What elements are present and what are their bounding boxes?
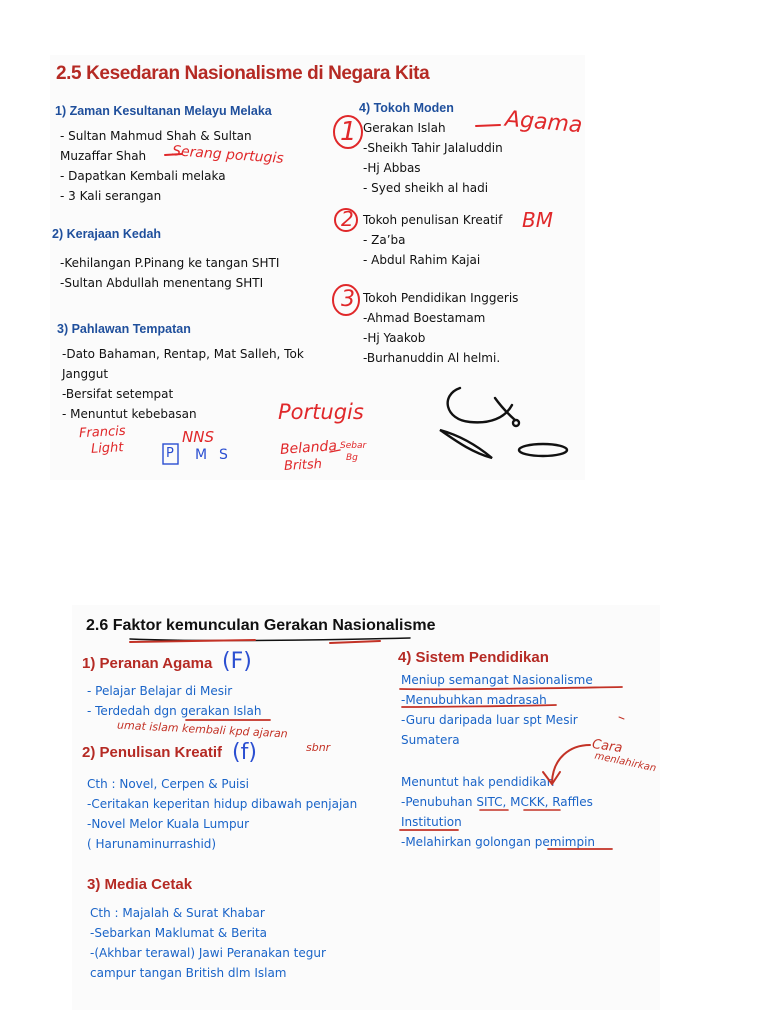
handwritten-note-nns: NNS [182, 428, 214, 446]
handwritten-note-cara: Cara [591, 736, 624, 757]
list-line: Tokoh penulisan Kreatif [363, 213, 503, 227]
list-line: -Sheikh Tahir Jalaluddin [363, 141, 503, 155]
list-line: -Burhanuddin Al helmi. [363, 351, 501, 365]
list-line: Menuntut hak pendidikan [401, 775, 555, 789]
list-zaman-kesultanan [60, 126, 252, 206]
list-line: -Bersifat setempat [62, 387, 174, 401]
list-line: - Terdedah dgn gerakan Islah [87, 704, 262, 718]
section-title-2-6: 2.6 Faktor kemunculan Gerakan Nasionalisme [86, 617, 436, 634]
circled-number-3: 3 [341, 287, 355, 312]
list-line: campur tangan British dlm Islam [90, 966, 287, 980]
list-line: -Sebarkan Maklumat & Berita [90, 926, 268, 940]
heading-sistem-pendidikan: 4) Sistem Pendidikan [398, 649, 549, 666]
list-line: Meniup semangat Nasionalisme [401, 673, 593, 687]
list-line: Cth : Novel, Cerpen & Puisi [87, 777, 249, 791]
list-line: - Sultan Mahmud Shah & Sultan [60, 129, 252, 143]
handwritten-note-umat-islam: umat islam kembali kpd ajaran [116, 718, 289, 741]
list-pahlawan-tempatan [62, 344, 304, 424]
handwritten-letter-m: M [195, 447, 208, 463]
list-line: -(Akhbar terawal) Jawi Peranakan tegur [90, 946, 326, 960]
list-kerajaan-kedah [60, 253, 279, 293]
list-line: ( Harunaminurrashid) [87, 837, 217, 851]
list-line: -Kehilangan P.Pinang ke tangan SHTI [60, 256, 280, 270]
list-line: - Syed sheikh al hadi [363, 181, 489, 195]
handwritten-note-british: Britsh [283, 457, 323, 474]
heading-zaman-kesultanan: 1) Zaman Kesultanan Melayu Melaka [55, 104, 272, 118]
list-line: -Guru daripada luar spt Mesir [401, 713, 578, 727]
list-line: - 3 Kali serangan [60, 189, 162, 203]
handwritten-note-francis: Francis [78, 423, 126, 442]
list-sistem-pendidikan [401, 670, 593, 750]
list-line: Sumatera [401, 733, 460, 747]
handwritten-note-portugis: Portugis [278, 400, 364, 424]
list-line: -Sultan Abdullah menentang SHTI [60, 276, 264, 290]
list-pendidikan-inggeris [363, 288, 518, 368]
list-line: Cth : Majalah & Surat Khabar [90, 906, 265, 920]
list-line: -Menubuhkan madrasah [401, 693, 547, 707]
list-line: -Hj Abbas [363, 161, 421, 175]
handwritten-note-agama: Agama [504, 106, 584, 139]
list-line: -Dato Bahaman, Rentap, Mat Salleh, Tok [62, 347, 304, 361]
handwritten-note-bm: BM [522, 208, 553, 232]
list-line: -Novel Melor Kuala Lumpur [87, 817, 250, 831]
list-line: -Melahirkan golongan pemimpin [401, 835, 596, 849]
list-line: Tokoh Pendidikan Inggeris [363, 291, 519, 305]
list-line: -Ahmad Boestamam [363, 311, 486, 325]
list-penulisan-kreatif [363, 210, 502, 270]
list-penulisan-kreatif-2 [87, 774, 357, 854]
heading-media-cetak: 3) Media Cetak [87, 876, 193, 893]
handwritten-mark-f: (F) [222, 649, 252, 674]
circled-number-1: 1 [340, 117, 357, 147]
handwritten-note-menlahirkan: menlahirkan [593, 750, 658, 775]
heading-peranan-agama: 1) Peranan Agama [82, 655, 213, 672]
list-peranan-agama [87, 681, 261, 721]
list-line: - Abdul Rahim Kajai [363, 253, 481, 267]
heading-penulisan-kreatif: 2) Penulisan Kreatif [82, 744, 223, 761]
list-line: - Dapatkan Kembali melaka [60, 169, 226, 183]
circled-number-2: 2 [341, 207, 354, 231]
section-title-2-5: 2.5 Kesedaran Nasionalisme di Negara Kita [56, 63, 430, 84]
list-line: -Penubuhan SITC, MCKK, Raffles [401, 795, 593, 809]
list-line: -Hj Yaakob [363, 331, 426, 345]
handwritten-mark-f-small: (f) [232, 740, 257, 765]
handwritten-note-serang-portugis: Serang portugis [171, 143, 285, 167]
list-line: Gerakan Islah [363, 121, 446, 135]
list-line: - Menuntut kebebasan [62, 407, 197, 421]
heading-kerajaan-kedah: 2) Kerajaan Kedah [52, 227, 162, 241]
handwritten-note-bg: Bg [346, 453, 358, 463]
list-media-cetak [90, 903, 326, 983]
list-line: -Ceritakan keperitan hidup dibawah penjajan [87, 797, 358, 811]
list-gerakan-islah [363, 118, 503, 198]
handwritten-note-belanda: Belanda [279, 438, 338, 458]
handwritten-note-sbnr: sbnr [306, 741, 331, 754]
handwritten-note-sebar: Sebar [340, 441, 367, 451]
list-hak-pendidikan [401, 772, 595, 852]
list-line: Institution [401, 815, 462, 829]
list-line: Muzaffar Shah [60, 149, 147, 163]
handwritten-letter-p: P [166, 446, 174, 461]
handwritten-note-light: Light [90, 440, 124, 457]
list-line: - Za’ba [363, 233, 406, 247]
heading-pahlawan-tempatan: 3) Pahlawan Tempatan [57, 322, 191, 336]
heading-tokoh-moden: 4) Tokoh Moden [359, 101, 454, 115]
list-line: - Pelajar Belajar di Mesir [87, 684, 233, 698]
handwritten-letter-s: S [219, 447, 228, 463]
list-line: Janggut [62, 367, 109, 381]
